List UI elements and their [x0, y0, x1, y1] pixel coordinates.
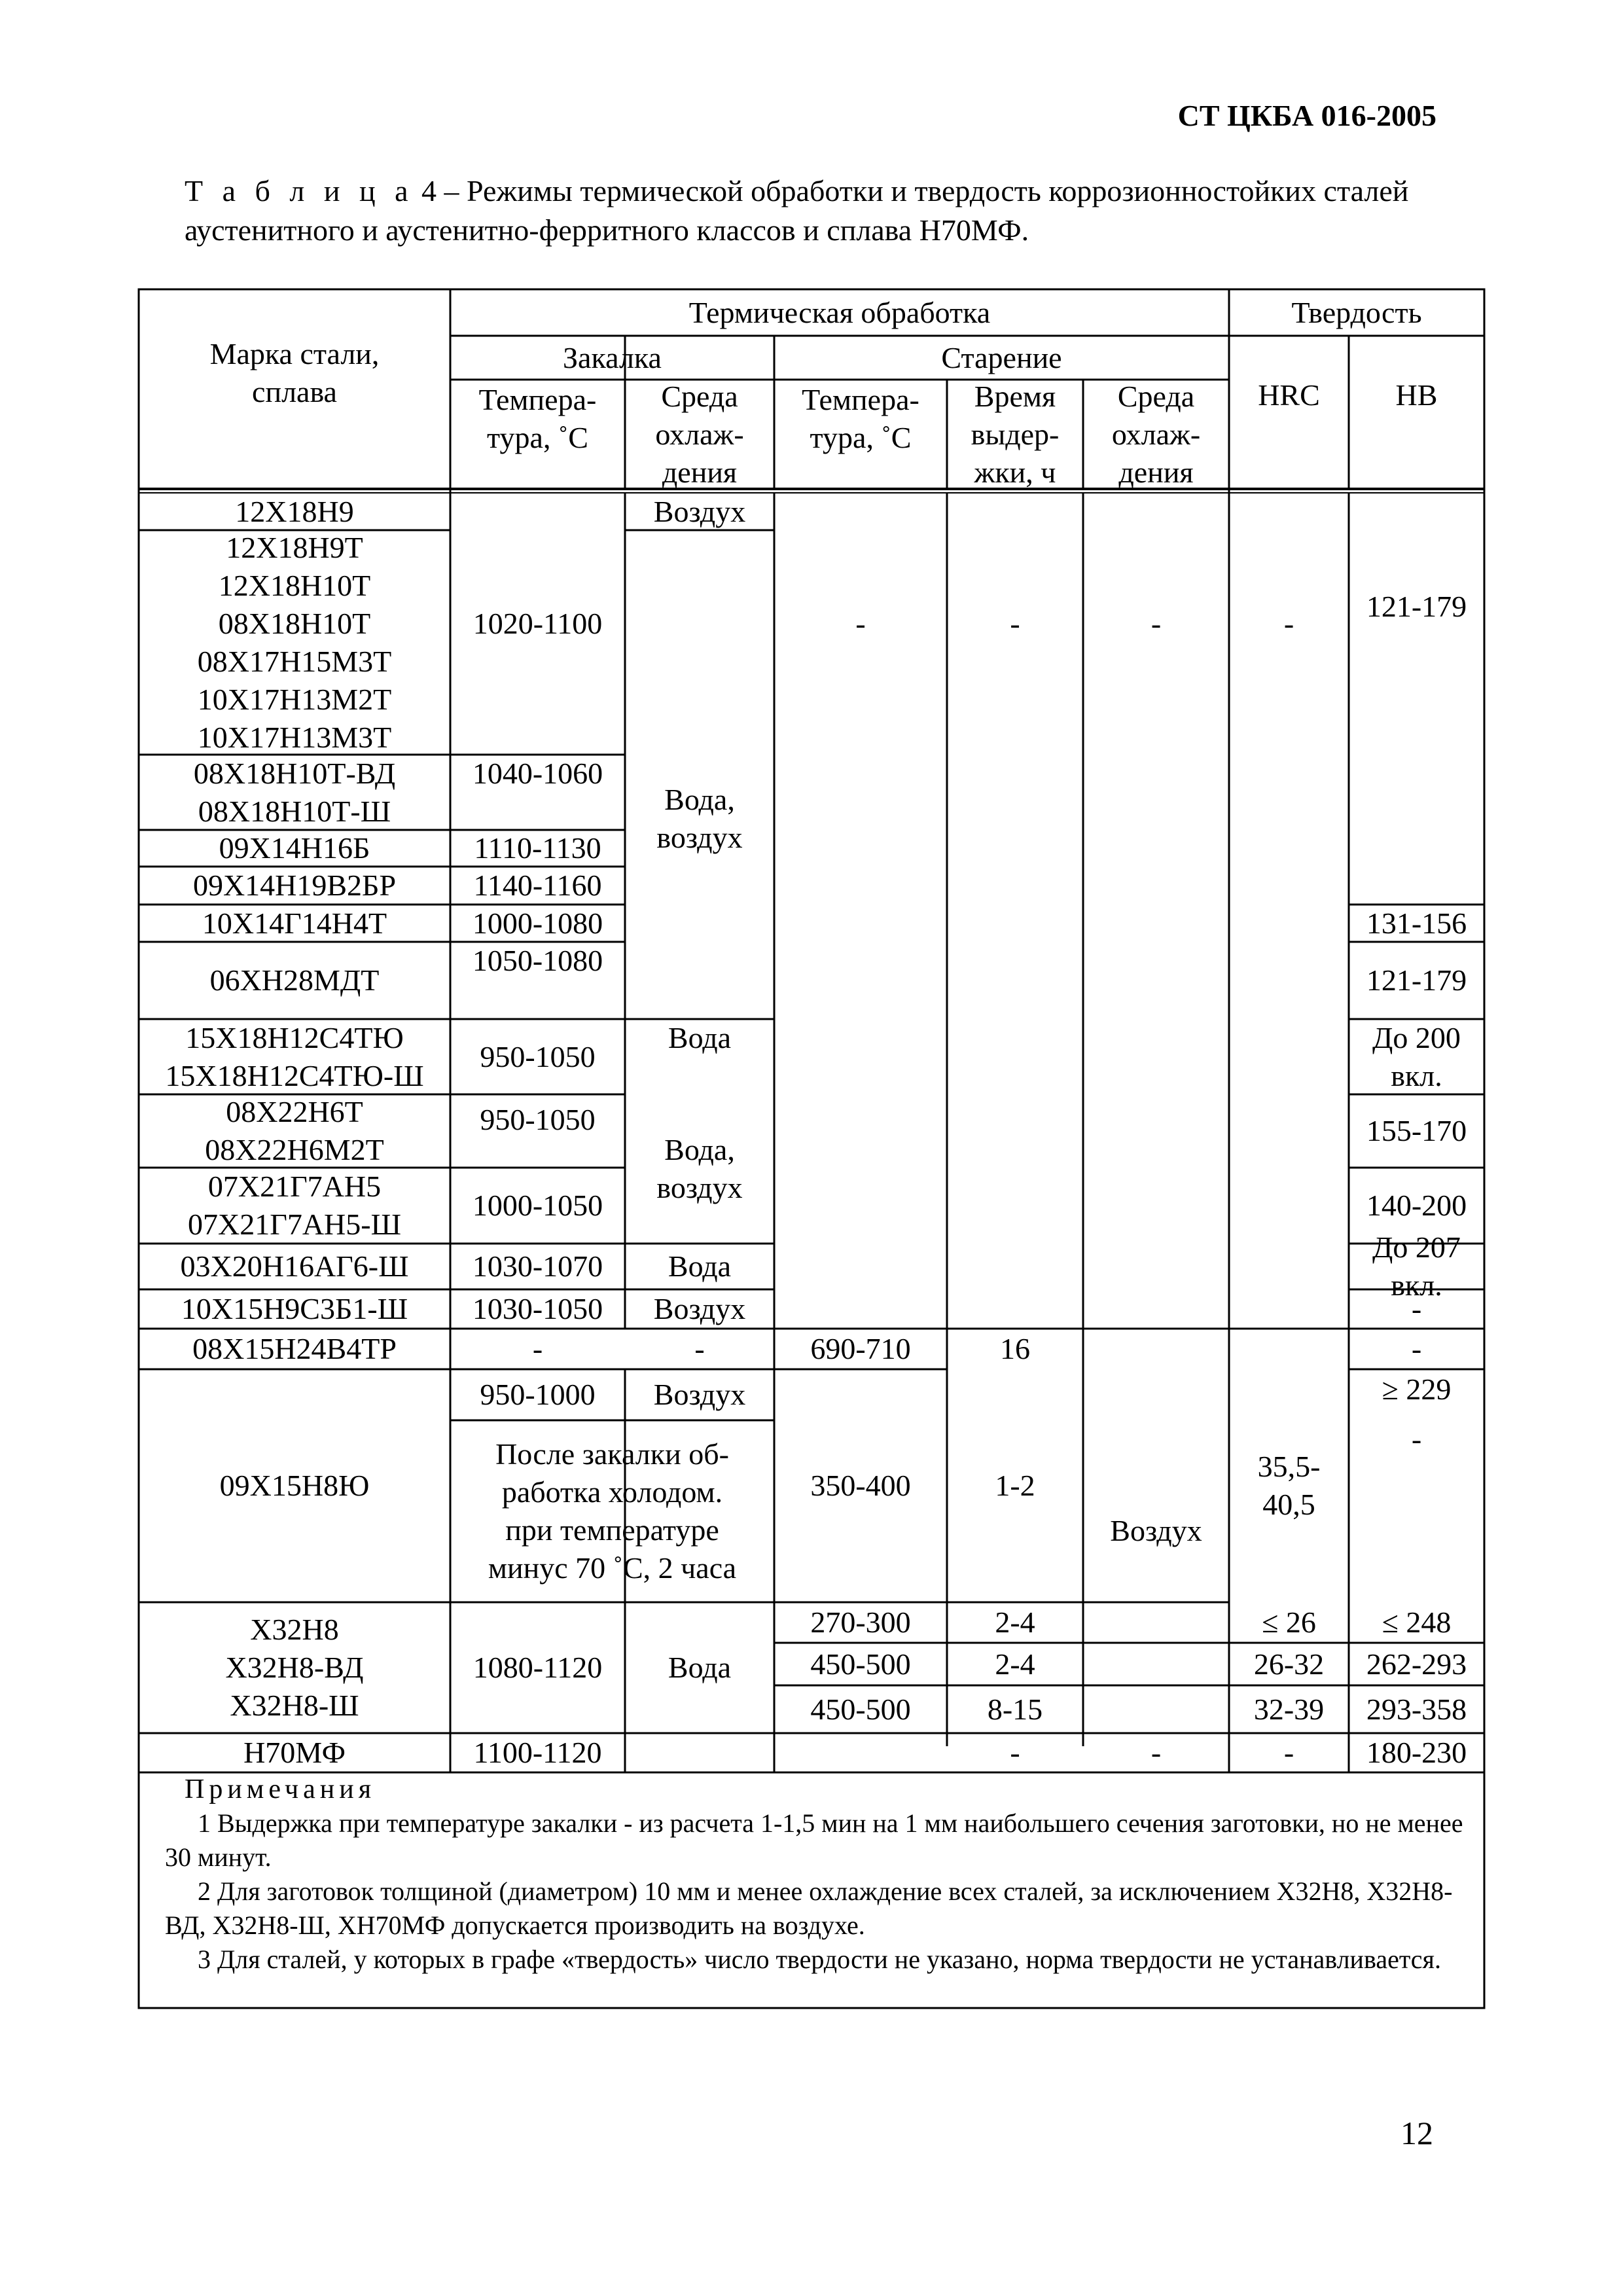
- caption-text-line1: 4 – Режимы термической обработки и твердость коррозионностойких сталей: [421, 174, 1409, 207]
- hb-cell: 180-230: [1366, 1736, 1467, 1769]
- header-quench-media: Среда охлаж- дения: [655, 379, 744, 489]
- quench-temp-cell: 1100-1120: [473, 1736, 602, 1769]
- table-notes: [137, 1772, 1486, 1977]
- grade-cell: 09Х14Н19В2БР: [192, 869, 397, 902]
- quench-temp-cell: 950-1050: [480, 1103, 596, 1136]
- hb-cell: 121-179: [1366, 590, 1467, 623]
- hrc-cell: 35,5- 40,5: [1257, 1450, 1321, 1521]
- aging-media-cell: -: [1150, 607, 1162, 640]
- quench-temp-cell: -: [532, 1332, 543, 1365]
- grade-cell: 15Х18Н12С4ТЮ 15Х18Н12С4ТЮ-Ш: [165, 1020, 424, 1092]
- aging-temp-cell: -: [855, 607, 866, 640]
- quench-temp-cell: 950-1050: [480, 1039, 596, 1073]
- caption-text-line2: аустенитного и аустенитно-ферритного классов и сплава Н70МФ.: [185, 213, 1029, 247]
- note-item: 1 Выдержка при температуре закалки - из расчета 1-1,5 мин на 1 мм наибольшего сечения заготовки, но не менее 30 минут.: [165, 1808, 1463, 1872]
- quench-temp-cell: 950-1000: [480, 1378, 596, 1411]
- quench-temp-cell: 1110-1130: [474, 831, 601, 865]
- grade-cell: 08Х22Н6Т 08Х22Н6М2Т: [205, 1095, 384, 1166]
- quench-cold-treatment-note: После закалки об- работка холодом. при температуре минус 70 ˚С, 2 часа: [488, 1437, 737, 1585]
- grade-cell: 07Х21Г7АН5 07Х21Г7АН5-Ш: [188, 1170, 401, 1241]
- grade-cell: 06ХН28МДТ: [209, 963, 380, 997]
- hb-cell: 140-200: [1366, 1189, 1467, 1222]
- hb-cell: 293-358: [1366, 1692, 1467, 1726]
- hb-cell: -: [1411, 1292, 1422, 1325]
- quench-temp-cell: 1030-1050: [472, 1292, 603, 1325]
- hrc-cell: -: [1283, 607, 1294, 640]
- quench-media-cell: Вода: [668, 1249, 732, 1283]
- table-caption: [185, 171, 1467, 250]
- hb-cell: До 200 вкл.: [1372, 1020, 1461, 1092]
- hb-cell: -: [1411, 1422, 1422, 1456]
- quench-media-cell: Вода, воздух: [656, 783, 743, 854]
- aging-media-cell: Воздух: [1110, 1514, 1202, 1547]
- hb-cell: 131-156: [1366, 906, 1467, 940]
- aging-time-cell: 16: [1000, 1332, 1030, 1365]
- quench-media-cell: Вода, воздух: [656, 1133, 743, 1204]
- aging-time-cell: 2-4: [995, 1605, 1035, 1639]
- aging-temp-cell: 450-500: [810, 1647, 911, 1681]
- hb-cell: До 207 вкл.: [1372, 1230, 1461, 1302]
- hb-cell: 155-170: [1366, 1114, 1467, 1147]
- aging-time-cell: 2-4: [995, 1647, 1035, 1681]
- note-item: 2 Для заготовок толщиной (диаметром) 10 мм и менее охлаждение всех сталей, за исключением Х32Н8, Х32Н8-ВД, Х32Н8-Ш, ХН70МФ допускается производить на воздухе.: [165, 1876, 1453, 1940]
- hrc-cell: -: [1283, 1736, 1294, 1769]
- page-number: 12: [1400, 2115, 1433, 2151]
- grade-cell: 08Х18Н10Т-ВД 08Х18Н10Т-Ш: [193, 756, 396, 828]
- hb-cell: -: [1411, 1332, 1422, 1365]
- grade-cell: 09Х15Н8Ю: [219, 1469, 370, 1502]
- header-hb: НВ: [1395, 378, 1438, 412]
- quench-temp-cell: 1030-1070: [472, 1249, 603, 1283]
- grade-cell: Х32Н8 Х32Н8-ВД Х32Н8-Ш: [225, 1613, 364, 1722]
- quench-media-cell: Вода: [668, 1651, 732, 1684]
- hb-cell: 262-293: [1366, 1647, 1467, 1681]
- grade-cell: 10Х15Н9С3Б1-Ш: [181, 1292, 408, 1325]
- aging-time-cell: -: [1010, 1736, 1020, 1769]
- quench-media-cell: Воздух: [653, 494, 746, 528]
- header-hrc: HRC: [1258, 378, 1320, 412]
- hrc-cell: 26-32: [1253, 1647, 1325, 1681]
- hb-cell: ≤ 248: [1382, 1605, 1452, 1639]
- aging-temp-cell: 450-500: [810, 1692, 911, 1726]
- quench-media-cell: Вода: [668, 1021, 732, 1054]
- quench-temp-cell: 1140-1160: [473, 869, 602, 902]
- header-aging-temp: Темпера- тура, ˚С: [802, 383, 919, 454]
- grade-cell: 10Х14Г14Н4Т: [202, 906, 387, 940]
- aging-temp-cell: 690-710: [810, 1332, 911, 1365]
- notes-title: Примечания: [185, 1774, 376, 1804]
- header-grade: Марка стали, сплава: [209, 337, 380, 408]
- aging-time-cell: 8-15: [987, 1692, 1043, 1726]
- header-quench-temp: Темпера- тура, ˚С: [478, 383, 597, 454]
- quench-media-cell: Воздух: [653, 1378, 746, 1411]
- header-aging-media: Среда охлаж- дения: [1111, 379, 1201, 489]
- document-code: СТ ЦКБА 016-2005: [1177, 99, 1436, 132]
- aging-temp-cell: 350-400: [810, 1469, 911, 1502]
- header-quench: Закалка: [563, 340, 662, 374]
- quench-temp-cell: 1080-1120: [473, 1651, 603, 1684]
- quench-media-cell: -: [694, 1332, 705, 1365]
- header-heat-treatment: Термическая обработка: [688, 295, 991, 329]
- quench-temp-cell: 1050-1080: [472, 944, 603, 977]
- aging-time-cell: -: [1010, 607, 1020, 640]
- grade-cell: 03Х20Н16АГ6-Ш: [180, 1249, 409, 1283]
- aging-media-cell: -: [1150, 1736, 1162, 1769]
- grade-cell: 08Х15Н24В4ТР: [192, 1332, 397, 1365]
- header-hardness: Твердость: [1291, 295, 1422, 329]
- header-aging-time: Время выдер- жки, ч: [971, 379, 1060, 489]
- aging-time-cell: 1-2: [995, 1469, 1035, 1502]
- caption-label: Т а б л и ц а: [185, 174, 414, 207]
- note-item: 3 Для сталей, у которых в графе «твердость» число твердости не указано, норма твердости не устанавливается.: [198, 1945, 1441, 1974]
- hb-cell: ≥ 229: [1382, 1372, 1452, 1406]
- grade-cell: 09Х14Н16Б: [219, 831, 370, 865]
- grade-cell: 12Х18Н9Т 12Х18Н10Т 08Х18Н10Т 08Х17Н15М3Т 10Х17Н13М2Т 10Х17Н13М3Т: [197, 530, 392, 754]
- quench-temp-cell: 1040-1060: [472, 757, 603, 790]
- quench-temp-cell: 1020-1100: [473, 607, 603, 640]
- heat-treatment-table: [137, 288, 1486, 2009]
- quench-media-cell: Воздух: [653, 1292, 746, 1325]
- grade-cell: Н70МФ: [243, 1736, 346, 1769]
- hrc-cell: 32-39: [1253, 1692, 1325, 1726]
- hb-cell: 121-179: [1366, 963, 1467, 997]
- aging-temp-cell: 270-300: [810, 1605, 911, 1639]
- quench-temp-cell: 1000-1050: [472, 1189, 603, 1222]
- header-aging: Старение: [941, 340, 1062, 374]
- grade-cell: 12Х18Н9: [235, 494, 354, 528]
- hrc-cell: ≤ 26: [1262, 1605, 1316, 1639]
- quench-temp-cell: 1000-1080: [472, 906, 603, 940]
